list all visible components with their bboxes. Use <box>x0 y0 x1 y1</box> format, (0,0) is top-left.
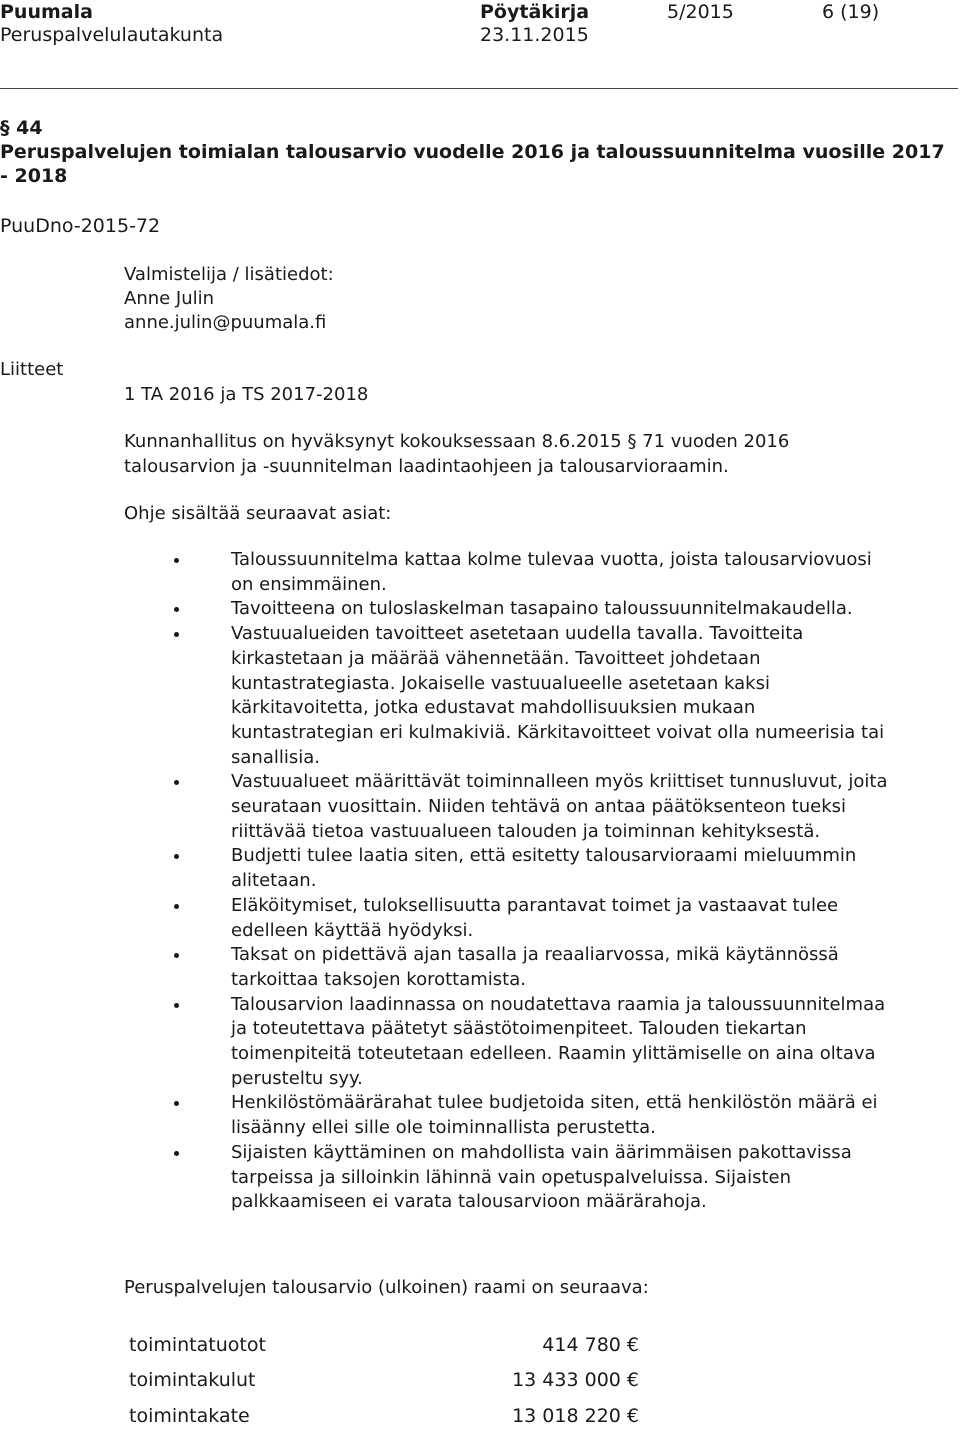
guideline-list <box>124 548 894 1215</box>
budget-value: 414 780 € <box>542 1333 639 1356</box>
committee-name: Peruspalvelulautakunta <box>0 24 224 46</box>
reference-number: PuuDno-2015-72 <box>0 215 161 237</box>
bullet-icon <box>174 854 179 859</box>
table-row <box>124 1327 639 1363</box>
bullet-icon <box>174 904 179 909</box>
list-item-text: Taloussuunnitelma kattaa kolme tulevaa vuotta, joista talousarviovuosi on ensimmäinen. <box>231 549 872 595</box>
document-type: Pöytäkirja <box>480 1 590 23</box>
list-item-text: Sijaisten käyttäminen on mahdollista vain äärimmäisen pakottavissa tarpeissa ja silloinkin lähinnä vain opetuspalveluissa. Sijaisten palkkaamiseen ei varata talousarvioon määrärahoja. <box>231 1141 852 1213</box>
list-item-text: Henkilöstömäärärahat tulee budjetoida siten, että henkilöstön määrä ei lisäänny ellei sille ole toiminnallista perustetta. <box>231 1092 878 1139</box>
list-item <box>124 1091 894 1140</box>
list-item <box>124 597 894 622</box>
intro-line-1: Kunnanhallitus on hyväksynyt kokouksessaan 8.6.2015 § 71 vuoden 2016 <box>124 431 790 452</box>
list-item <box>124 844 894 893</box>
section-title-line2: - 2018 <box>0 165 68 187</box>
budget-label: toimintatuotot <box>129 1333 266 1356</box>
meeting-date: 23.11.2015 <box>480 24 589 46</box>
bullet-icon <box>174 1151 179 1156</box>
guide-heading: Ohje sisältää seuraavat asiat: <box>124 503 392 524</box>
attachments-label: Liitteet <box>0 359 64 380</box>
municipality-name: Puumala <box>0 1 93 23</box>
frame-intro: Peruspalvelujen talousarvio (ulkoinen) raami on seuraava: <box>124 1277 649 1298</box>
bullet-icon <box>174 1101 179 1106</box>
list-item-text: Budjetti tulee laatia siten, että esitetty talousarvioraami mieluummin alitetaan. <box>231 845 857 892</box>
bullet-icon <box>174 953 179 958</box>
list-item-text: Vastuualueet määrittävät toiminnalleen myös kriittiset tunnusluvut, joita seurataan vuosittain. Niiden tehtävä on antaa päätöksenteon tueksi riittävää tietoa vastuualueen talouden ja toiminnan kehityksestä. <box>231 771 888 842</box>
list-item <box>124 894 894 943</box>
preparer-label: Valmistelija / lisätiedot: <box>124 264 334 285</box>
meeting-number: 5/2015 <box>667 1 734 23</box>
list-item-text: Talousarvion laadinnassa on noudatettava raamia ja taloussuunnitelmaa ja toteutettava päätetyt säästötoimenpiteet. Talouden tiekartan toimenpiteitä toteutetaan edelleen. Raamin ylittämiselle on aina oltava perusteltu syy. <box>231 993 886 1089</box>
list-item <box>124 943 894 992</box>
list-item-text: Taksat on pidettävä ajan tasalla ja reaaliarvossa, mikä käytännössä tarkoittaa taksojen korottamista. <box>231 944 839 990</box>
list-item <box>124 770 894 844</box>
list-item-text: Vastuualueiden tavoitteet asetetaan uudella tavalla. Tavoitteita kirkastetaan ja määrää vähennetään. Tavoitteet johdetaan kuntastrategiasta. Jokaiselle vastuualueelle asetetaan kaksi kärkitavoitetta, jotka edustavat mahdollisuuksien mukaan kuntastrategian eri kulmakiviä. Kärkitavoitteet voivat olla numeerisia tai sanallisia. <box>231 623 885 768</box>
bullet-icon <box>174 632 179 637</box>
table-row <box>124 1363 639 1399</box>
list-item <box>124 993 894 1092</box>
intro-line-2: talousarvion ja -suunnitelman laadintaohjeen ja talousarvioraamin. <box>124 456 729 477</box>
budget-value: 13 433 000 € <box>512 1369 639 1392</box>
attachment-item: 1 TA 2016 ja TS 2017-2018 <box>124 384 369 405</box>
bullet-icon <box>174 780 179 785</box>
list-item <box>124 548 894 597</box>
list-item-text: Tavoitteena on tuloslaskelman tasapaino taloussuunnitelmakaudella. <box>231 598 853 620</box>
list-item <box>124 622 894 770</box>
list-item <box>124 1141 894 1215</box>
preparer-name: Anne Julin <box>124 288 215 309</box>
budget-value: 13 018 220 € <box>512 1404 639 1427</box>
budget-label: toimintakate <box>129 1404 250 1427</box>
table-row <box>124 1398 639 1434</box>
bullet-icon <box>174 558 179 563</box>
bullet-icon <box>174 1003 179 1008</box>
section-title-line1: Peruspalvelujen toimialan talousarvio vuodelle 2016 ja taloussuunnitelma vuosille 2017 <box>0 141 945 163</box>
preparer-email: anne.julin@puumala.fi <box>124 312 327 333</box>
budget-table <box>124 1327 639 1434</box>
budget-label: toimintakulut <box>129 1369 256 1392</box>
page-number: 6 (19) <box>822 1 880 23</box>
list-item-text: Eläköitymiset, tuloksellisuutta parantavat toimet ja vastaavat tulee edelleen käyttää hyödyksi. <box>231 894 839 941</box>
section-number: § 44 <box>0 117 43 139</box>
header-divider <box>0 88 958 89</box>
bullet-icon <box>174 607 179 612</box>
